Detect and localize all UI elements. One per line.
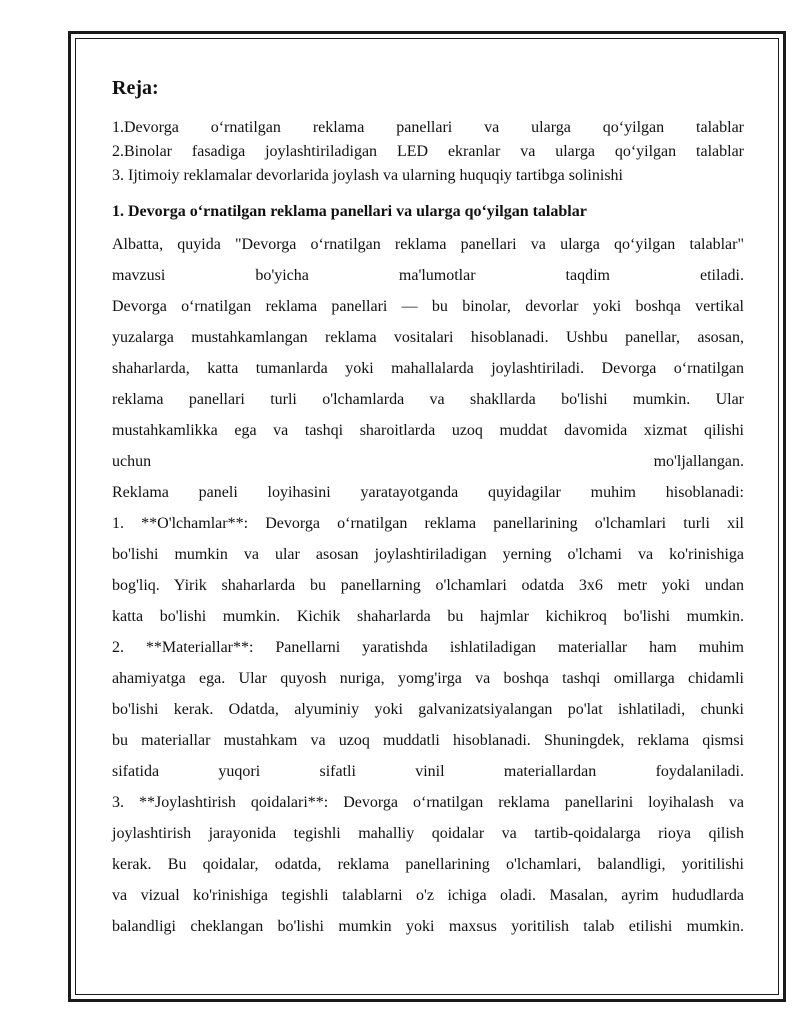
body-line: 1. **O'lchamlar**: Devorga o‘rnatilgan reklama panellarining o'lchamlari turli xil [112,515,744,532]
body-line: Devorga o‘rnatilgan reklama panellari — bu binolar, devorlar yoki boshqa vertikal [112,298,744,315]
plan-title: Reja: [112,77,159,99]
section-heading: 1. Devorga o‘rnatilgan reklama panellari va ularga qo‘yilgan talablar [112,203,587,220]
body-line: mavzusi bo'yicha ma'lumotlar taqdim etiladi. [112,267,744,284]
body-line: bo'lishi mumkin va ular asosan joylashtiriladigan yerning o'lchami va ko'rinishiga [112,546,744,563]
body-line: va vizual ko'rinishiga tegishli talablarni o'z ichiga oladi. Masalan, ayrim hududlarda [112,887,744,904]
body-text [112,229,744,942]
document-content [112,74,744,942]
body-line: balandligi cheklangan bo'lishi mumkin yoki maxsus yoritilish talab etilishi mumkin. [112,918,744,935]
body-line: shaharlarda, katta tumanlarda yoki mahallalarda joylashtiriladi. Devorga o‘rnatilgan [112,360,744,377]
body-line: bu materiallar mustahkam va uzoq muddatli hisoblanadi. Shuningdek, reklama qismsi [112,732,744,749]
body-line: 3. **Joylashtirish qoidalari**: Devorga o‘rnatilgan reklama panellarini loyihalash va [112,794,744,811]
body-line: 2. **Materiallar**: Panellarni yaratishda ishlatiladigan materiallar ham muhim [112,639,744,656]
body-line: reklama panellari turli o'lchamlarda va shakllarda bo'lishi mumkin. Ular [112,391,744,408]
body-line: kerak. Bu qoidalar, odatda, reklama panellarining o'lchamlari, balandligi, yoritilishi [112,856,744,873]
plan-item: 2.Binolar fasadiga joylashtiriladigan LED ekranlar va ularga qo‘yilgan talablar [112,143,744,160]
body-line: bo'lishi kerak. Odatda, alyuminiy yoki galvanizatsiyalangan po'lat ishlatiladi, chunki [112,701,744,718]
body-line: katta bo'lishi mumkin. Kichik shaharlarda bu hajmlar kichikroq bo'lishi mumkin. [112,608,744,625]
body-line: Reklama paneli loyihasini yaratayotganda quyidagilar muhim hisoblanadi: [112,484,744,501]
body-line: ahamiyatga ega. Ular quyosh nuriga, yomg'irga va boshqa tashqi omillarga chidamli [112,670,744,687]
plan-list [112,116,744,188]
body-line: yuzalarga mustahkamlangan reklama vositalari hisoblanadi. Ushbu panellar, asosan, [112,329,744,346]
body-line: sifatida yuqori sifatli vinil materiallardan foydalaniladi. [112,763,744,780]
plan-item: 1.Devorga o‘rnatilgan reklama panellari va ularga qo‘yilgan talablar [112,119,744,136]
body-line: Albatta, quyida "Devorga o‘rnatilgan reklama panellari va ularga qo‘yilgan talablar" [112,236,744,253]
body-line: joylashtirish jarayonida tegishli mahalliy qoidalar va tartib-qoidalarga rioya qilish [112,825,744,842]
body-line: uchun mo'ljallangan. [112,453,744,470]
body-line: mustahkamlikka ega va tashqi sharoitlarda uzoq muddat davomida xizmat qilishi [112,422,744,439]
plan-item: 3. Ijtimoiy reklamalar devorlarida joylash va ularning huquqiy tartibga solinishi [112,167,623,184]
body-line: bog'liq. Yirik shaharlarda bu panellarning o'lchamlari odatda 3x6 metr yoki undan [112,577,744,594]
